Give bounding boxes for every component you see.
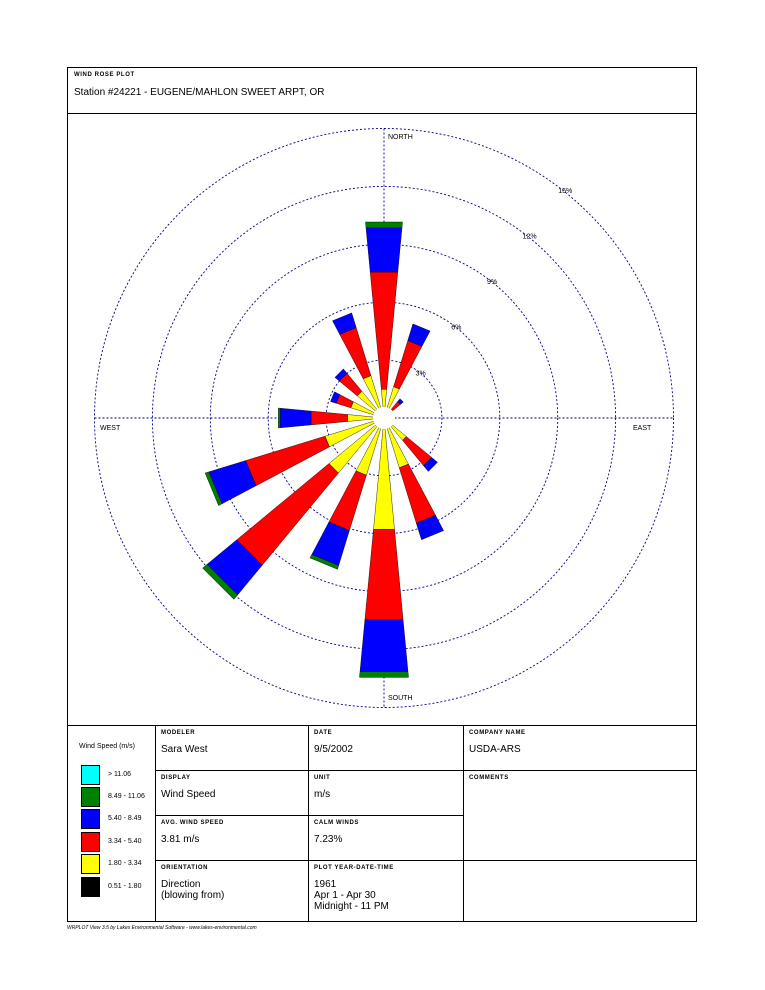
date-value: 9/5/2002 [314,744,353,755]
company-value: USDA-ARS [469,744,521,755]
axis-label-east: EAST [633,425,652,432]
company-label: COMPANY NAME [469,730,526,736]
station-title: Station #24221 - EUGENE/MAHLON SWEET ARPT, OR [74,87,325,98]
avg-speed-cell [156,816,308,860]
comments-label: COMMENTS [469,775,509,781]
avg-speed-label: AVG. WIND SPEED [161,820,224,826]
legend-label: 5.40 - 8.49 [108,815,142,822]
calm-circle [373,407,395,429]
petal-S-bin-2 [365,529,403,619]
wind-rose-area [68,113,696,725]
plot-type-label: WIND ROSE PLOT [74,72,135,78]
ring-label: 3% [415,370,426,378]
company-cell [464,726,696,770]
modeler-label: MODELER [161,730,196,736]
plot-time-value [314,879,389,912]
petal-S-bin-3 [360,620,408,672]
calm-value: 7.23% [314,834,343,845]
petal-SSW-bin-2 [329,471,367,531]
legend-swatch [81,765,100,785]
display-label: DISPLAY [161,775,191,781]
petal-S-bin-1 [374,428,395,530]
petal-N-bin-2 [370,272,398,389]
petal-SSE-bin-2 [399,464,435,523]
legend-swatch [81,787,100,807]
plot-header [68,68,696,114]
petals [203,222,444,677]
ring-labels [416,188,573,378]
plot-time-label: PLOT YEAR-DATE-TIME [314,865,394,871]
calm-label: CALM WINDS [314,820,359,826]
orientation-line-1: Direction [161,879,201,890]
legend-swatch [81,877,100,897]
petal-S-bin-4 [360,672,409,678]
modeler-cell [156,726,308,770]
orientation-cell [156,861,308,922]
avg-speed-value: 3.81 m/s [161,834,200,845]
legend-title: Wind Speed (m/s) [79,743,136,750]
plot-year: 1961 [314,879,337,890]
petal-W-bin-3 [280,408,311,428]
plot-time-cell [309,861,463,922]
legend-label: 1.80 - 3.34 [108,860,142,867]
calm-cell [309,816,463,860]
display-value: Wind Speed [161,789,216,800]
legend [68,726,155,922]
unit-label: UNIT [314,775,331,781]
legend-label: 0.51 - 1.80 [108,883,142,890]
axis-label-south: SOUTH [388,695,413,702]
legend-label: 3.34 - 5.40 [108,838,142,845]
petal-NNE-bin-2 [394,341,422,390]
unit-cell [309,771,463,815]
orientation-line-2: (blowing from) [161,890,225,901]
petal-N-bin-3 [366,228,402,272]
legend-swatch [81,809,100,829]
plot-frame [67,67,697,922]
date-cell [309,726,463,770]
plot-hours: Midnight - 11 PM [314,901,389,912]
petal-N-bin-4 [366,222,403,228]
axis-label-north: NORTH [388,134,413,141]
legend-swatch [81,854,100,874]
plot-dates: Apr 1 - Apr 30 [314,890,376,901]
legend-swatch [81,832,100,852]
info-panel [68,725,696,922]
petal-W-bin-4 [278,408,280,428]
ring-label: 6% [451,324,462,332]
date-label: DATE [314,730,333,736]
wind-rose-chart [68,113,696,725]
ring-label: 15% [558,187,573,195]
software-credit: WRPLOT View 3.5 by Lakes Environmental Software - www.lakes-environmental.com [67,925,257,931]
display-cell [156,771,308,815]
orientation-label: ORIENTATION [161,865,209,871]
ring-label: 9% [486,279,498,287]
axis-label-west: WEST [100,425,121,432]
legend-label: > 11.06 [108,771,132,778]
petal-W-bin-2 [311,411,348,425]
comments-cell [464,771,696,860]
ring-label: 12% [522,233,537,241]
unit-value: m/s [314,789,331,800]
orientation-value [161,879,224,901]
modeler-value: Sara West [161,744,208,755]
legend-label: 8.49 - 11.06 [108,793,145,800]
